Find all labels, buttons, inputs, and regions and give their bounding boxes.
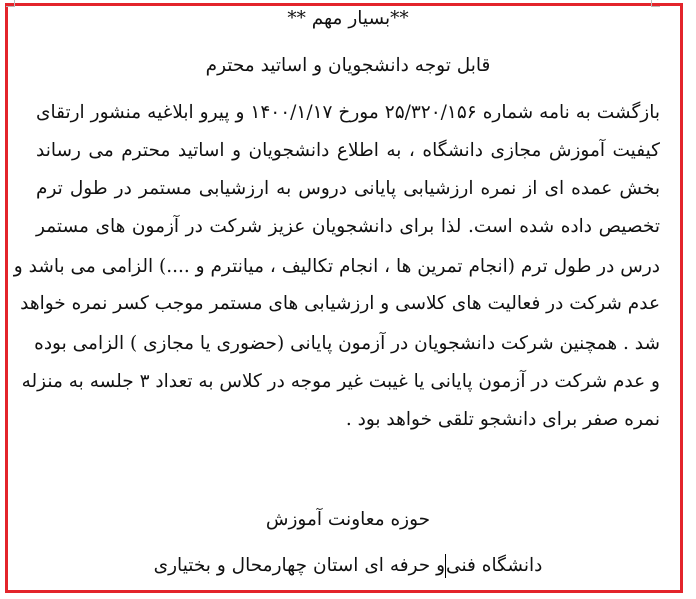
signature-office: حوزه معاونت آموزش [265, 509, 431, 530]
page-corner-mark [6, 0, 15, 7]
university-name-part1: دانشگاه فنی [446, 555, 543, 576]
document-page[interactable] [13, 0, 661, 599]
salutation: قابل توجه دانشجویان و اساتید محترم [205, 55, 491, 76]
body-line: درس در طول ترم (انجام تمرین ها ، انجام تکالیف ، میانترم و ....) الزامی می باشد و [13, 256, 660, 277]
body-line: کیفیت آموزش مجازی دانشگاه ، به اطلاع دانشجویان و اساتید محترم می رساند [36, 140, 660, 161]
body-line: تخصیص داده شده است. لذا برای دانشجویان عزیز شرکت در آزمون های مستمر [36, 216, 660, 237]
body-line: نمره صفر برای دانشجو تلقی خواهد بود . [345, 409, 660, 430]
signature-university [36, 553, 660, 579]
body-line: شد . همچنین شرکت دانشجویان در آزمون پایانی (حضوری یا مجازی ) الزامی بوده [34, 333, 660, 354]
heading: **بسیار مهم ** [287, 8, 409, 29]
body-line: بازگشت به نامه شماره ۲۵/۳۲۰/۱۵۶ مورخ ۱۴۰۰/۱/۱۷ و پیرو ابلاغیه منشور ارتقای [36, 102, 661, 123]
body-line: عدم شرکت در فعالیت های کلاسی و ارزشیابی های مستمر موجب کسر نمره خواهد [20, 293, 660, 314]
body-line: بخش عمده ای از نمره ارزشیابی پایانی دروس به ارزشیابی مستمر در طول ترم [36, 178, 660, 199]
body-line: و عدم شرکت در آزمون پایانی یا غیبت غیر موجه در کلاس به تعداد ۳ جلسه به منزله [21, 371, 660, 392]
university-name-part2: و حرفه ای استان چهارمحال و بختیاری [153, 555, 446, 576]
